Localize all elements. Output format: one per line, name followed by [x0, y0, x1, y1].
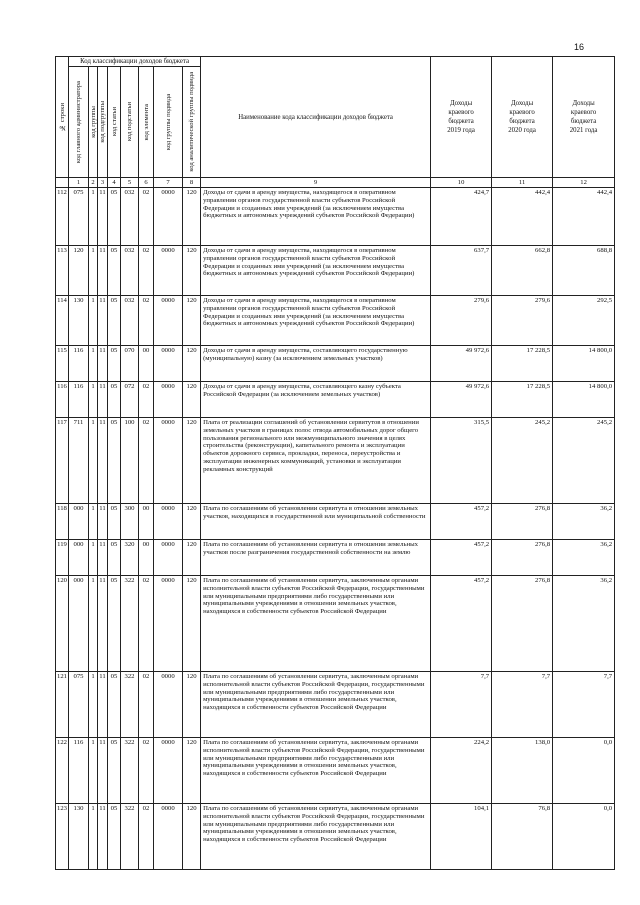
header-code-col: код элемента: [139, 67, 154, 178]
value-2021: 292,5: [553, 296, 615, 346]
code-cell: 322: [121, 672, 139, 738]
row-number: 119: [56, 540, 69, 576]
code-cell: 0000: [154, 296, 183, 346]
code-cell: 300: [121, 504, 139, 540]
revenue-table: [55, 56, 615, 870]
code-cell: 02: [139, 804, 154, 870]
table-row: [56, 188, 615, 246]
code-cell: 130: [69, 296, 89, 346]
value-2021: 36,2: [553, 504, 615, 540]
column-number: 7: [154, 178, 183, 188]
table-row: [56, 576, 615, 672]
row-number: 123: [56, 804, 69, 870]
code-cell: 100: [121, 418, 139, 504]
code-cell: 11: [98, 540, 108, 576]
column-number: 2: [89, 178, 98, 188]
code-cell: 116: [69, 382, 89, 418]
row-number: 118: [56, 504, 69, 540]
revenue-name: Доходы от сдачи в аренду имущества, составляющего государственную (муниципальную) казну (за исключением земельных участков): [201, 346, 431, 382]
column-number-blank: [56, 178, 69, 188]
revenue-name: Плата по соглашениям об установлении сервитута в отношении земельных участков, находящихся в государственной или муниципальной собственности: [201, 504, 431, 540]
header-classification-group: Код классификации доходов бюджета: [69, 57, 201, 67]
column-number: 8: [183, 178, 201, 188]
table-row: [56, 246, 615, 296]
code-cell: 120: [183, 296, 201, 346]
code-cell: 1: [89, 418, 98, 504]
value-2019: 279,6: [431, 296, 492, 346]
value-2020: 276,8: [492, 540, 553, 576]
code-cell: 0000: [154, 672, 183, 738]
code-cell: 1: [89, 576, 98, 672]
value-2019: 637,7: [431, 246, 492, 296]
code-cell: 1: [89, 804, 98, 870]
column-number: 3: [98, 178, 108, 188]
code-cell: 1: [89, 738, 98, 804]
code-cell: 02: [139, 296, 154, 346]
page-number: 16: [574, 42, 585, 52]
value-2021: 0,0: [553, 738, 615, 804]
value-2020: 17 228,5: [492, 346, 553, 382]
code-cell: 05: [108, 188, 121, 246]
code-cell: 120: [183, 672, 201, 738]
value-2019: 7,7: [431, 672, 492, 738]
value-2019: 457,2: [431, 576, 492, 672]
code-cell: 00: [139, 504, 154, 540]
value-2021: 14 800,0: [553, 382, 615, 418]
column-numbers-row: [56, 178, 615, 188]
code-cell: 05: [108, 804, 121, 870]
header-code-col: код подгруппы: [98, 67, 108, 178]
code-cell: 05: [108, 738, 121, 804]
code-cell: 05: [108, 296, 121, 346]
row-number: 114: [56, 296, 69, 346]
column-number: 10: [431, 178, 492, 188]
header-code-col: код подстатьи: [121, 67, 139, 178]
column-number: 5: [121, 178, 139, 188]
code-cell: 1: [89, 672, 98, 738]
value-2019: 49 972,6: [431, 382, 492, 418]
code-cell: 05: [108, 418, 121, 504]
code-cell: 0000: [154, 504, 183, 540]
code-cell: 032: [121, 246, 139, 296]
table-row: [56, 346, 615, 382]
value-2021: 14 800,0: [553, 346, 615, 382]
value-2019: 315,5: [431, 418, 492, 504]
table-row: [56, 504, 615, 540]
code-cell: 11: [98, 346, 108, 382]
header-code-col: код главного администратора: [69, 67, 89, 178]
revenue-name: Плата по соглашениям об установлении сервитута, заключенным органами исполнительной власти субъектов Российской Федерации, государственными или муниципальными предприятиями либо государственными или муниципальными учреждениями в отношении земельных участков, находящихся в собственности субъектов Российской Федерации: [201, 576, 431, 672]
header-code-col: код группы: [89, 67, 98, 178]
table-row: [56, 540, 615, 576]
code-cell: 11: [98, 188, 108, 246]
code-cell: 05: [108, 504, 121, 540]
code-cell: 11: [98, 738, 108, 804]
value-2020: 279,6: [492, 296, 553, 346]
code-cell: 120: [183, 504, 201, 540]
code-cell: 00: [139, 346, 154, 382]
header-code-col: код статьи: [108, 67, 121, 178]
code-cell: 0000: [154, 346, 183, 382]
table-row: [56, 672, 615, 738]
code-cell: 0000: [154, 804, 183, 870]
code-cell: 120: [183, 418, 201, 504]
code-cell: 120: [183, 188, 201, 246]
code-cell: 1: [89, 382, 98, 418]
revenue-name: Плата от реализации соглашений об установлении сервитутов в отношении земельных участков в границах полос отвода автомобильных дорог общего пользования регионального или межмуниципального значения в целях строительства (реконструкции), капитального ремонта и эксплуатации объектов дорожного сервиса, прокладки, переноса, переустройства и эксплуатации инженерных коммуникаций, установки и эксплуатации рекламных конструкций: [201, 418, 431, 504]
code-cell: 711: [69, 418, 89, 504]
code-cell: 120: [69, 246, 89, 296]
code-cell: 120: [183, 576, 201, 672]
code-cell: 02: [139, 738, 154, 804]
code-cell: 02: [139, 246, 154, 296]
code-cell: 11: [98, 672, 108, 738]
row-number: 112: [56, 188, 69, 246]
code-cell: 0000: [154, 382, 183, 418]
row-number: 120: [56, 576, 69, 672]
value-2020: 7,7: [492, 672, 553, 738]
row-number: 117: [56, 418, 69, 504]
value-2020: 662,8: [492, 246, 553, 296]
header-year-2021: Доходы краевого бюджета 2021 года: [553, 57, 615, 178]
code-cell: 116: [69, 346, 89, 382]
code-cell: 000: [69, 576, 89, 672]
revenue-name: Плата по соглашениям об установлении сервитута в отношении земельных участков после разграничения государственной собственности на землю: [201, 540, 431, 576]
value-2019: 49 972,6: [431, 346, 492, 382]
revenue-name: Доходы от сдачи в аренду имущества, находящегося в оперативном управлении органов государственной власти субъектов Российской Федерации и созданных ими учреждений (за исключением имущества бюджетных и автономных учреждений субъектов Российской Федерации): [201, 188, 431, 246]
column-number: 12: [553, 178, 615, 188]
table-header: [56, 57, 615, 188]
table-body: [56, 188, 615, 870]
revenue-name: Доходы от сдачи в аренду имущества, находящегося в оперативном управлении органов государственной власти субъектов Российской Федерации и созданных ими учреждений (за исключением имущества бюджетных и автономных учреждений субъектов Российской Федерации): [201, 246, 431, 296]
code-cell: 322: [121, 738, 139, 804]
code-cell: 11: [98, 382, 108, 418]
row-number: 116: [56, 382, 69, 418]
code-cell: 0000: [154, 188, 183, 246]
code-cell: 0000: [154, 576, 183, 672]
header-row-number: № строки: [56, 57, 69, 178]
code-cell: 032: [121, 296, 139, 346]
row-number: 113: [56, 246, 69, 296]
code-cell: 000: [69, 540, 89, 576]
value-2021: 688,8: [553, 246, 615, 296]
value-2019: 104,1: [431, 804, 492, 870]
code-cell: 05: [108, 576, 121, 672]
code-cell: 11: [98, 246, 108, 296]
code-cell: 075: [69, 672, 89, 738]
revenue-name: Доходы от сдачи в аренду имущества, находящегося в оперативном управлении органов государственной власти субъектов Российской Федерации и созданных ими учреждений (за исключением имущества бюджетных и автономных учреждений субъектов Российской Федерации): [201, 296, 431, 346]
value-2020: 442,4: [492, 188, 553, 246]
code-cell: 000: [69, 504, 89, 540]
value-2020: 276,8: [492, 504, 553, 540]
code-cell: 0000: [154, 738, 183, 804]
code-cell: 032: [121, 188, 139, 246]
code-cell: 05: [108, 540, 121, 576]
code-cell: 05: [108, 346, 121, 382]
column-number: 9: [201, 178, 431, 188]
code-cell: 1: [89, 246, 98, 296]
table-row: [56, 418, 615, 504]
code-cell: 1: [89, 504, 98, 540]
code-cell: 322: [121, 804, 139, 870]
value-2021: 0,0: [553, 804, 615, 870]
code-cell: 070: [121, 346, 139, 382]
value-2020: 76,8: [492, 804, 553, 870]
column-number: 4: [108, 178, 121, 188]
table-row: [56, 738, 615, 804]
code-cell: 072: [121, 382, 139, 418]
revenue-name: Плата по соглашениям об установлении сервитута, заключенным органами исполнительной власти субъектов Российской Федерации, государственными или муниципальными предприятиями либо государственными или муниципальными учреждениями в отношении земельных участков, находящихся в собственности субъектов Российской Федерации: [201, 804, 431, 870]
table-row: [56, 296, 615, 346]
value-2021: 245,2: [553, 418, 615, 504]
code-cell: 1: [89, 346, 98, 382]
code-cell: 130: [69, 804, 89, 870]
code-cell: 02: [139, 672, 154, 738]
code-cell: 0000: [154, 418, 183, 504]
code-cell: 05: [108, 672, 121, 738]
row-number: 122: [56, 738, 69, 804]
table-row: [56, 804, 615, 870]
value-2019: 457,2: [431, 540, 492, 576]
code-cell: 02: [139, 188, 154, 246]
code-cell: 05: [108, 382, 121, 418]
code-cell: 11: [98, 296, 108, 346]
code-cell: 075: [69, 188, 89, 246]
code-cell: 11: [98, 804, 108, 870]
value-2021: 36,2: [553, 576, 615, 672]
value-2021: 36,2: [553, 540, 615, 576]
code-cell: 320: [121, 540, 139, 576]
value-2020: 138,0: [492, 738, 553, 804]
code-cell: 1: [89, 188, 98, 246]
code-cell: 02: [139, 576, 154, 672]
revenue-name: Доходы от сдачи в аренду имущества, составляющего казну субъекта Российской Федерации (за исключением земельных участков): [201, 382, 431, 418]
row-number: 121: [56, 672, 69, 738]
value-2020: 17 228,5: [492, 382, 553, 418]
header-year-2020: Доходы краевого бюджета 2020 года: [492, 57, 553, 178]
column-number: 1: [69, 178, 89, 188]
header-year-2019: Доходы краевого бюджета 2019 года: [431, 57, 492, 178]
header-name: Наименование кода классификации доходов бюджета: [201, 57, 431, 178]
code-cell: 11: [98, 504, 108, 540]
code-cell: 1: [89, 296, 98, 346]
code-cell: 120: [183, 804, 201, 870]
code-cell: 116: [69, 738, 89, 804]
value-2020: 245,2: [492, 418, 553, 504]
code-cell: 00: [139, 540, 154, 576]
row-number: 115: [56, 346, 69, 382]
value-2019: 224,2: [431, 738, 492, 804]
code-cell: 02: [139, 418, 154, 504]
code-cell: 1: [89, 540, 98, 576]
code-cell: 120: [183, 346, 201, 382]
value-2020: 276,8: [492, 576, 553, 672]
code-cell: 120: [183, 382, 201, 418]
code-cell: 02: [139, 382, 154, 418]
value-2021: 7,7: [553, 672, 615, 738]
code-cell: 120: [183, 738, 201, 804]
header-code-col: код группы подвида: [154, 67, 183, 178]
code-cell: 120: [183, 540, 201, 576]
revenue-name: Плата по соглашениям об установлении сервитута, заключенным органами исполнительной власти субъектов Российской Федерации, государственными или муниципальными предприятиями либо государственными или муниципальными учреждениями в отношении земельных участков, находящихся в собственности субъектов Российской Федерации: [201, 738, 431, 804]
column-number: 6: [139, 178, 154, 188]
code-cell: 05: [108, 246, 121, 296]
value-2019: 457,2: [431, 504, 492, 540]
table-row: [56, 382, 615, 418]
code-cell: 0000: [154, 540, 183, 576]
column-number: 11: [492, 178, 553, 188]
code-cell: 11: [98, 576, 108, 672]
code-cell: 11: [98, 418, 108, 504]
code-cell: 322: [121, 576, 139, 672]
value-2019: 424,7: [431, 188, 492, 246]
code-cell: 120: [183, 246, 201, 296]
code-cell: 0000: [154, 246, 183, 296]
value-2021: 442,4: [553, 188, 615, 246]
header-code-col: код аналитической группы подвида: [183, 67, 201, 178]
revenue-name: Плата по соглашениям об установлении сервитута, заключенным органами исполнительной власти субъектов Российской Федерации, государственными или муниципальными предприятиями либо государственными или муниципальными учреждениями в отношении земельных участков, находящихся в собственности субъектов Российской Федерации: [201, 672, 431, 738]
